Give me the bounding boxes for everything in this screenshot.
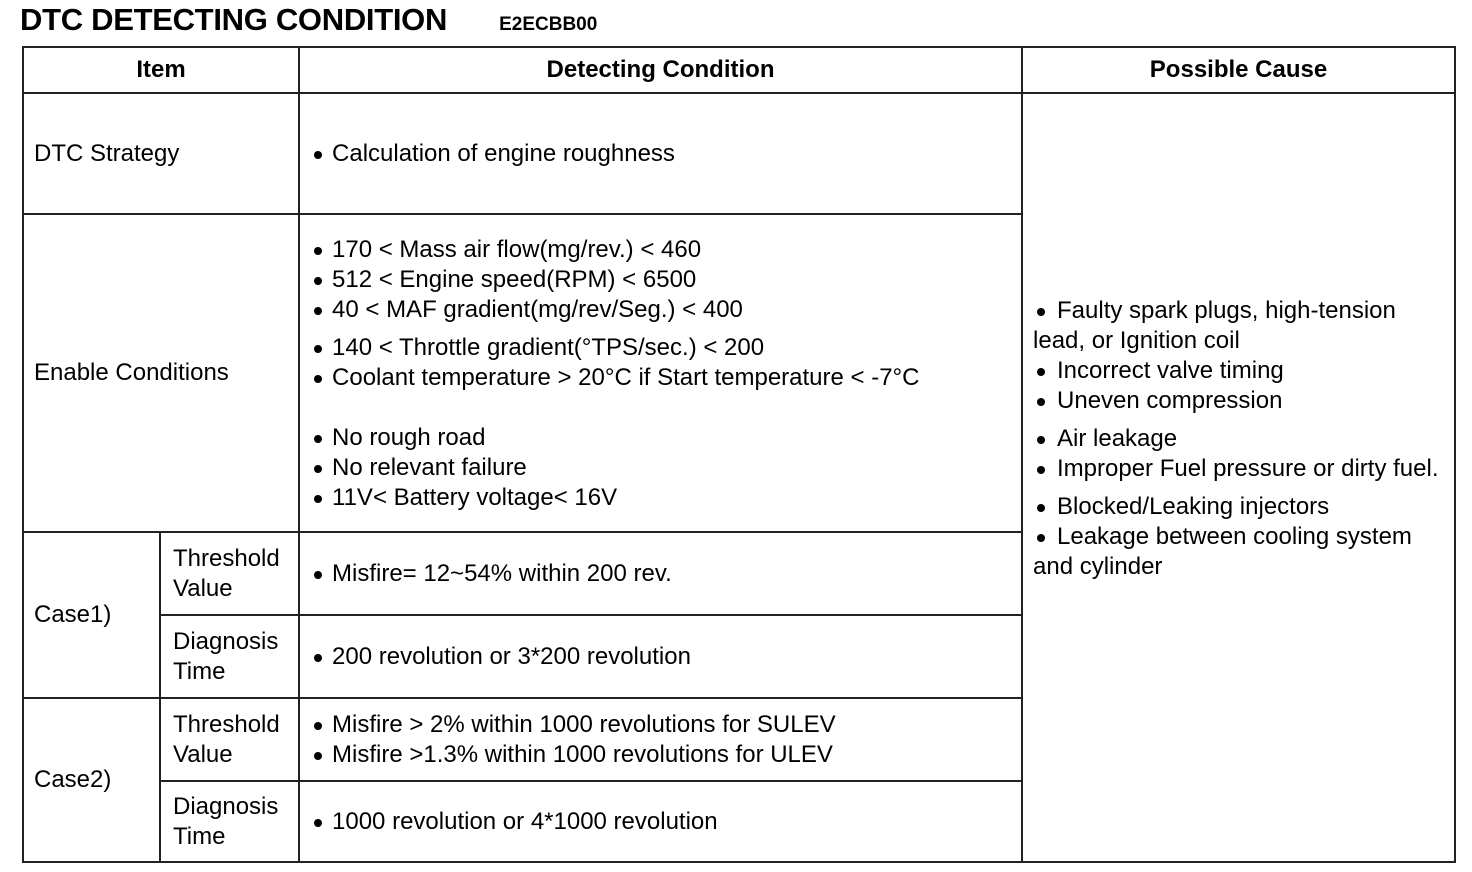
list-item: Coolant temperature > 20°C if Start temperature < -7°C [310,363,1011,393]
case2-label: Case2) [23,698,160,862]
list-item: Blocked/Leaking injectors [1033,492,1444,522]
case1-threshold-value [299,532,1022,615]
list-item: 512 < Engine speed(RPM) < 6500 [310,265,1011,295]
page-title: DTC DETECTING CONDITION [20,2,448,37]
list-item: Misfire > 2% within 1000 revolutions for SULEV [310,710,1011,740]
document-code: E2ECBB00 [499,14,598,35]
enable-conditions-label: Enable Conditions [23,214,299,532]
page-header [20,2,597,42]
case1-diagnosis-label: Diagnosis Time [160,615,299,698]
possible-cause-cell [1022,93,1455,862]
case1-label: Case1) [23,532,160,698]
list-item: Faulty spark plugs, high-tension lead, or Ignition coil [1033,296,1444,356]
dtc-strategy-conditions [299,93,1022,214]
list-item: Misfire >1.3% within 1000 revolutions for ULEV [310,740,1011,770]
list-item: 170 < Mass air flow(mg/rev.) < 460 [310,235,1011,265]
list-item: 40 < MAF gradient(mg/rev/Seg.) < 400 [310,295,1011,325]
list-item: 1000 revolution or 4*1000 revolution [310,807,1011,837]
case2-diagnosis-time [299,781,1022,862]
dtc-condition-table [22,46,1456,863]
column-header-detecting-condition: Detecting Condition [299,47,1022,93]
list-item: 140 < Throttle gradient(°TPS/sec.) < 200 [310,333,1011,363]
table-row-dtc-strategy [23,93,1455,214]
list-item: Incorrect valve timing [1033,356,1444,386]
enable-conditions-list [299,214,1022,532]
list-item: Misfire= 12~54% within 200 rev. [310,559,1011,589]
case1-threshold-label: Threshold Value [160,532,299,615]
list-item: Improper Fuel pressure or dirty fuel. [1033,454,1444,484]
list-item: No rough road [310,423,1011,453]
list-item: Uneven compression [1033,386,1444,416]
list-item: Leakage between cooling system and cylinder [1033,522,1444,582]
list-item: 11V< Battery voltage< 16V [310,483,1011,513]
dtc-strategy-label: DTC Strategy [23,93,299,214]
list-item: 200 revolution or 3*200 revolution [310,642,1011,672]
case1-diagnosis-time [299,615,1022,698]
column-header-possible-cause: Possible Cause [1022,47,1455,93]
case2-threshold-value [299,698,1022,781]
list-item: Air leakage [1033,424,1444,454]
column-header-item: Item [23,47,299,93]
case2-diagnosis-label: Diagnosis Time [160,781,299,862]
list-item: Calculation of engine roughness [310,139,1011,169]
table-header-row [23,47,1455,93]
list-item: No relevant failure [310,453,1011,483]
case2-threshold-label: Threshold Value [160,698,299,781]
